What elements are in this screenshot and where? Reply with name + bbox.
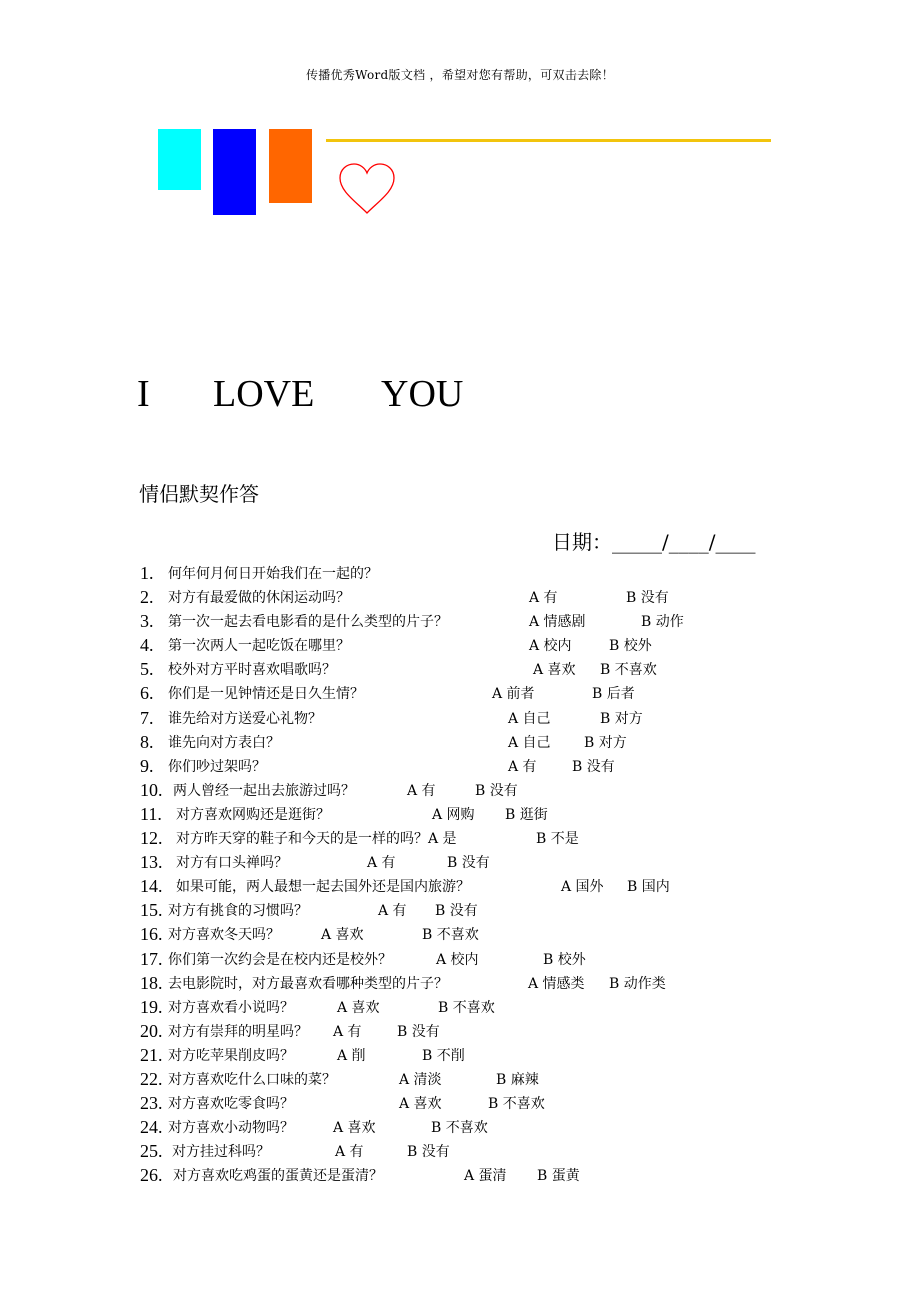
- question-row: [140, 682, 760, 706]
- question-number: 5.: [140, 659, 154, 680]
- question-number: 4.: [140, 635, 154, 656]
- question-row: [140, 972, 760, 996]
- question-row: [140, 923, 760, 947]
- question-number: 14.: [140, 876, 163, 897]
- question-text: 对方昨天穿的鞋子和今天的是一样的吗？A 是: [176, 831, 457, 848]
- question-text: 何年何月何日开始我们在一起的？: [168, 566, 378, 582]
- question-number: 23.: [140, 1093, 163, 1114]
- question-number: 16.: [140, 924, 163, 945]
- option-b: B 动作: [641, 614, 684, 631]
- option-a: A 自己: [508, 710, 551, 727]
- question-row: [140, 1140, 760, 1164]
- option-a: A 蛋清: [464, 1168, 507, 1185]
- question-number: 8.: [140, 731, 154, 752]
- option-b: B 没有: [397, 1023, 440, 1040]
- option-b: B 不喜欢: [600, 662, 657, 679]
- question-number: 10.: [140, 779, 163, 800]
- option-a: A 喜欢: [399, 1096, 442, 1113]
- question-text: 对方喜欢网购还是逛街？: [176, 806, 330, 823]
- question-row: [140, 731, 760, 755]
- option-a: A 喜欢: [533, 662, 576, 679]
- option-a: A 情感类: [528, 975, 585, 992]
- question-row: [140, 610, 760, 634]
- option-a: A 校内: [529, 638, 572, 655]
- question-row: [140, 875, 760, 899]
- option-b: B 不喜欢: [438, 999, 495, 1016]
- quiz-subtitle: 情侣默契作答: [139, 482, 259, 506]
- option-a: A 有: [378, 903, 407, 920]
- question-text: 对方喜欢吃什么口味的菜？: [168, 1071, 336, 1088]
- question-text: 两人曾经一起出去旅游过吗？: [173, 782, 355, 799]
- question-text: 对方喜欢吃鸡蛋的蛋黄还是蛋清？: [173, 1168, 383, 1185]
- question-row: [140, 1116, 760, 1140]
- option-b: B 不削: [422, 1047, 465, 1064]
- question-row: [140, 707, 760, 731]
- question-text: 对方吃苹果削皮吗？: [168, 1047, 294, 1064]
- option-a: A 有: [335, 1144, 364, 1161]
- question-text: 对方喜欢小动物吗？: [168, 1120, 294, 1137]
- option-b: B 不是: [536, 831, 579, 848]
- question-text: 谁先向对方表白？: [168, 734, 280, 751]
- date-line: 日期：_____/____/____: [552, 530, 756, 554]
- option-a: A 喜欢: [321, 927, 364, 944]
- question-text: 去电影院时，对方最喜欢看哪种类型的片子？: [168, 975, 448, 992]
- question-text: 对方喜欢看小说吗？: [168, 999, 294, 1016]
- question-number: 21.: [140, 1044, 163, 1065]
- question-row: [140, 634, 760, 658]
- option-b: B 后者: [592, 686, 635, 703]
- option-b: B 没有: [572, 758, 615, 775]
- question-text: 你们是一见钟情还是日久生情？: [168, 686, 364, 703]
- option-b: B 蛋黄: [537, 1168, 580, 1185]
- question-list: [140, 562, 760, 1188]
- option-b: B 不喜欢: [422, 927, 479, 944]
- question-row: [140, 1092, 760, 1116]
- question-text: 校外对方平时喜欢唱歌吗？: [168, 662, 336, 679]
- title-word-i: I: [137, 373, 150, 415]
- question-number: 13.: [140, 852, 163, 873]
- question-number: 24.: [140, 1117, 163, 1138]
- question-number: 12.: [140, 828, 163, 849]
- question-number: 17.: [140, 948, 163, 969]
- question-text: 对方有最爱做的休闲运动吗？: [168, 590, 350, 607]
- option-b: B 动作类: [609, 975, 666, 992]
- question-row: [140, 827, 760, 851]
- question-text: 你们吵过架吗？: [168, 758, 266, 775]
- question-row: [140, 562, 760, 586]
- question-text: 对方喜欢吃零食吗？: [168, 1096, 294, 1113]
- option-b: B 校外: [609, 638, 652, 655]
- question-row: [140, 803, 760, 827]
- option-a: A 有: [529, 590, 558, 607]
- question-text: 如果可能，两人最想一起去国外还是国内旅游？: [176, 879, 470, 896]
- title-word-love: LOVE: [213, 373, 315, 415]
- option-a: A 喜欢: [333, 1120, 376, 1137]
- option-a: A 清淡: [399, 1071, 442, 1088]
- option-a: A 有: [508, 758, 537, 775]
- question-row: [140, 658, 760, 682]
- question-row: [140, 779, 760, 803]
- option-b: B 国内: [627, 879, 670, 896]
- question-row: [140, 586, 760, 610]
- question-row: [140, 1164, 760, 1188]
- question-number: 18.: [140, 972, 163, 993]
- question-number: 11.: [140, 803, 162, 824]
- question-row: [140, 899, 760, 923]
- option-b: B 没有: [447, 855, 490, 872]
- option-a: A 削: [337, 1047, 366, 1064]
- question-number: 26.: [140, 1165, 163, 1186]
- option-b: B 没有: [407, 1144, 450, 1161]
- option-b: B 逛街: [505, 806, 548, 823]
- question-number: 20.: [140, 1020, 163, 1041]
- question-number: 19.: [140, 996, 163, 1017]
- question-row: [140, 1020, 760, 1044]
- question-text: 对方有挑食的习惯吗？: [168, 903, 308, 920]
- option-b: B 没有: [475, 782, 518, 799]
- option-a: A 情感剧: [529, 614, 586, 631]
- option-b: B 校外: [543, 951, 586, 968]
- question-number: 25.: [140, 1141, 163, 1162]
- option-b: B 对方: [584, 734, 627, 751]
- question-text: 对方挂过科吗？: [172, 1144, 270, 1161]
- option-a: A 前者: [492, 686, 535, 703]
- question-text: 第一次一起去看电影看的是什么类型的片子？: [168, 614, 448, 631]
- question-number: 15.: [140, 900, 163, 921]
- question-number: 7.: [140, 707, 154, 728]
- question-text: 对方有崇拜的明星吗？: [168, 1023, 308, 1040]
- question-number: 2.: [140, 587, 154, 608]
- question-number: 22.: [140, 1068, 163, 1089]
- option-b: B 没有: [435, 903, 478, 920]
- gold-divider-line: [326, 139, 771, 142]
- orange-rectangle: [269, 129, 312, 203]
- option-a: A 国外: [561, 879, 604, 896]
- title-word-you: YOU: [381, 373, 464, 415]
- heart-icon: [337, 161, 397, 217]
- question-row: [140, 948, 760, 972]
- question-number: 3.: [140, 611, 154, 632]
- option-b: B 对方: [600, 710, 643, 727]
- option-a: A 自己: [508, 734, 551, 751]
- header-note: 传播优秀Word版文档 ，希望对您有帮助，可双击去除！: [305, 68, 615, 82]
- question-row: [140, 851, 760, 875]
- question-text: 对方有口头禅吗？: [176, 855, 288, 872]
- question-number: 6.: [140, 683, 154, 704]
- blue-rectangle: [213, 129, 256, 215]
- option-b: B 没有: [626, 590, 669, 607]
- option-a: A 校内: [436, 951, 479, 968]
- question-row: [140, 755, 760, 779]
- option-a: A 有: [333, 1023, 362, 1040]
- question-text: 谁先给对方送爱心礼物？: [168, 710, 322, 727]
- option-a: A 有: [367, 855, 396, 872]
- question-text: 第一次两人一起吃饭在哪里？: [168, 638, 350, 655]
- option-a: A 喜欢: [337, 999, 380, 1016]
- option-b: B 不喜欢: [488, 1096, 545, 1113]
- option-b: B 麻辣: [496, 1071, 539, 1088]
- option-a: A 有: [407, 782, 436, 799]
- question-number: 9.: [140, 755, 154, 776]
- option-a: A 网购: [432, 806, 475, 823]
- cyan-rectangle: [158, 129, 201, 190]
- question-number: 1.: [140, 563, 154, 583]
- question-text: 你们第一次约会是在校内还是校外？: [168, 951, 392, 968]
- question-row: [140, 996, 760, 1020]
- question-text: 对方喜欢冬天吗？: [168, 927, 280, 944]
- question-row: [140, 1068, 760, 1092]
- question-row: [140, 1044, 760, 1068]
- option-b: B 不喜欢: [431, 1120, 488, 1137]
